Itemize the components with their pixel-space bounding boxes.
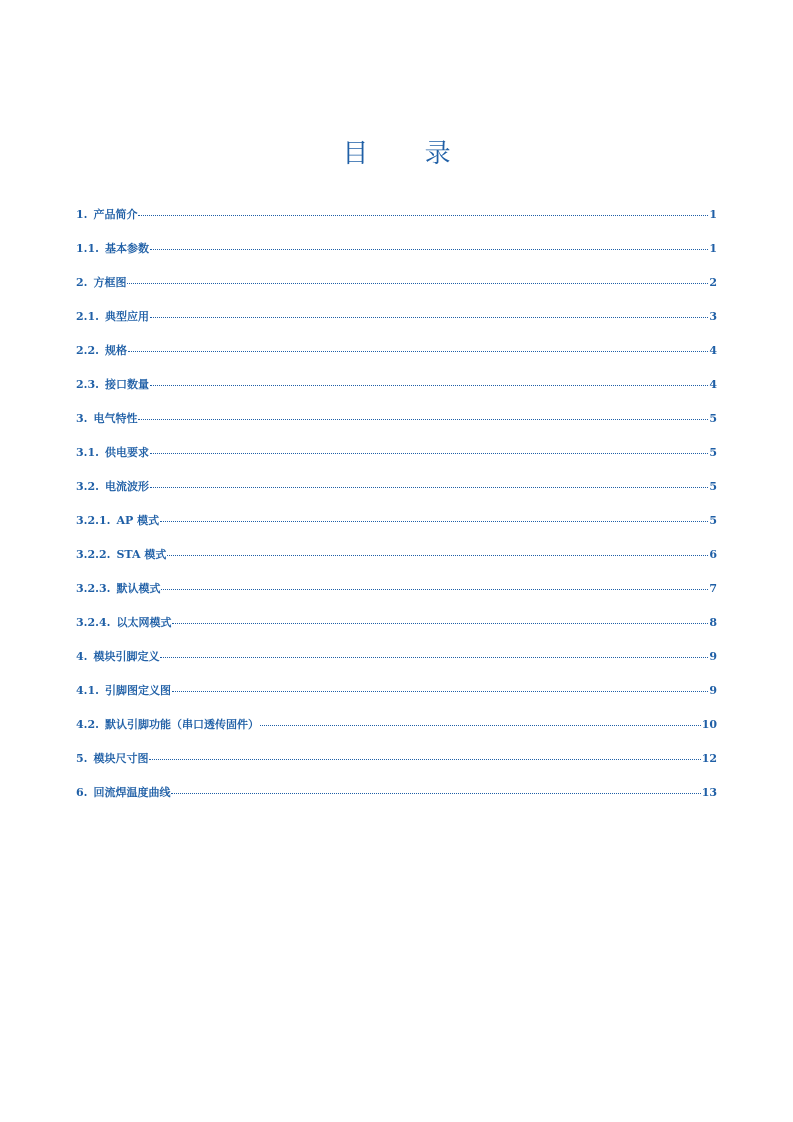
toc-dot-leader	[172, 623, 708, 624]
toc-entry-label: 电气特性	[93, 412, 138, 425]
toc-dot-leader	[150, 249, 708, 250]
toc-title: 目 录	[342, 139, 475, 169]
toc-entry[interactable]	[76, 751, 717, 785]
toc-entry[interactable]	[76, 377, 717, 411]
toc-dot-leader	[260, 725, 701, 726]
toc-entry-label: 模块尺寸图	[93, 752, 149, 765]
toc-entry-label: 基本参数	[104, 242, 149, 255]
toc-entry-number: 3.2.4.	[76, 616, 111, 629]
toc-entry-label: 产品简介	[93, 208, 138, 221]
toc-dot-leader	[160, 521, 708, 522]
toc-dot-leader	[128, 351, 708, 352]
toc-entry-page: 1	[709, 242, 717, 255]
toc-entry-label: 默认引脚功能（串口透传固件）	[104, 718, 259, 731]
toc-entry[interactable]	[76, 411, 717, 445]
toc-dot-leader	[138, 215, 708, 216]
toc-entry-page: 9	[709, 650, 717, 663]
toc-entry[interactable]	[76, 547, 717, 581]
toc-entry-label: 供电要求	[104, 446, 149, 459]
toc-entry[interactable]	[76, 513, 717, 547]
toc-entry-page: 5	[709, 412, 717, 425]
toc-entry-number: 4.1.	[76, 684, 99, 697]
toc-entry-page: 4	[709, 344, 717, 357]
toc-entry-number: 2.	[76, 276, 88, 289]
toc-entry[interactable]	[76, 717, 717, 751]
toc-entry-number: 3.2.1.	[76, 514, 111, 527]
toc-entry-page: 7	[709, 582, 717, 595]
toc-entry-page: 6	[709, 548, 717, 561]
toc-entry-number: 5.	[76, 752, 88, 765]
toc-dot-leader	[150, 487, 708, 488]
toc-list	[76, 207, 717, 819]
toc-dot-leader	[150, 453, 708, 454]
toc-entry-page: 8	[709, 616, 717, 629]
toc-entry-number: 2.1.	[76, 310, 99, 323]
toc-entry[interactable]	[76, 445, 717, 479]
toc-entry-page: 5	[709, 514, 717, 527]
toc-entry-number: 3.	[76, 412, 88, 425]
toc-entry-label: 方框图	[93, 276, 127, 289]
toc-entry-label: 以太网模式	[116, 616, 172, 629]
toc-entry[interactable]	[76, 343, 717, 377]
toc-entry-label: 默认模式	[116, 582, 161, 595]
toc-entry-label: 引脚图定义图	[104, 684, 171, 697]
toc-entry-number: 4.	[76, 650, 88, 663]
toc-entry-page: 4	[709, 378, 717, 391]
toc-entry[interactable]	[76, 581, 717, 615]
toc-dot-leader	[138, 419, 708, 420]
toc-entry-label: STA 模式	[116, 548, 167, 561]
toc-entry-number: 3.2.	[76, 480, 99, 493]
toc-entry[interactable]	[76, 785, 717, 819]
toc-entry-page: 13	[701, 786, 717, 799]
toc-dot-leader	[167, 555, 708, 556]
toc-entry-number: 1.	[76, 208, 88, 221]
toc-entry-label: 典型应用	[104, 310, 149, 323]
toc-entry-label: 回流焊温度曲线	[93, 786, 171, 799]
toc-entry-number: 6.	[76, 786, 88, 799]
toc-dot-leader	[149, 759, 700, 760]
toc-dot-leader	[150, 385, 708, 386]
toc-entry-page: 5	[709, 480, 717, 493]
toc-dot-leader	[160, 657, 708, 658]
toc-entry-label: 规格	[104, 344, 127, 357]
toc-entry[interactable]	[76, 207, 717, 241]
toc-entry[interactable]	[76, 309, 717, 343]
toc-entry[interactable]	[76, 615, 717, 649]
toc-dot-leader	[171, 793, 700, 794]
toc-entry-label: 接口数量	[104, 378, 149, 391]
toc-entry-page: 2	[709, 276, 717, 289]
toc-dot-leader	[161, 589, 708, 590]
toc-dot-leader	[127, 283, 708, 284]
toc-entry[interactable]	[76, 275, 717, 309]
toc-entry-page: 5	[709, 446, 717, 459]
toc-entry[interactable]	[76, 479, 717, 513]
toc-entry-number: 3.1.	[76, 446, 99, 459]
toc-entry-page: 9	[709, 684, 717, 697]
toc-entry-number: 1.1.	[76, 242, 99, 255]
toc-entry-number: 3.2.2.	[76, 548, 111, 561]
toc-dot-leader	[172, 691, 708, 692]
toc-entry-page: 10	[701, 718, 717, 731]
toc-entry-page: 12	[701, 752, 717, 765]
toc-entry[interactable]	[76, 649, 717, 683]
toc-dot-leader	[150, 317, 708, 318]
toc-entry-label: 电流波形	[104, 480, 149, 493]
toc-entry-page: 1	[709, 208, 717, 221]
toc-entry-number: 4.2.	[76, 718, 99, 731]
toc-entry-label: 模块引脚定义	[93, 650, 160, 663]
toc-entry-number: 2.2.	[76, 344, 99, 357]
toc-entry-label: AP 模式	[116, 514, 160, 527]
toc-entry[interactable]	[76, 241, 717, 275]
toc-entry-number: 3.2.3.	[76, 582, 111, 595]
toc-entry[interactable]	[76, 683, 717, 717]
toc-entry-page: 3	[709, 310, 717, 323]
toc-entry-number: 2.3.	[76, 378, 99, 391]
